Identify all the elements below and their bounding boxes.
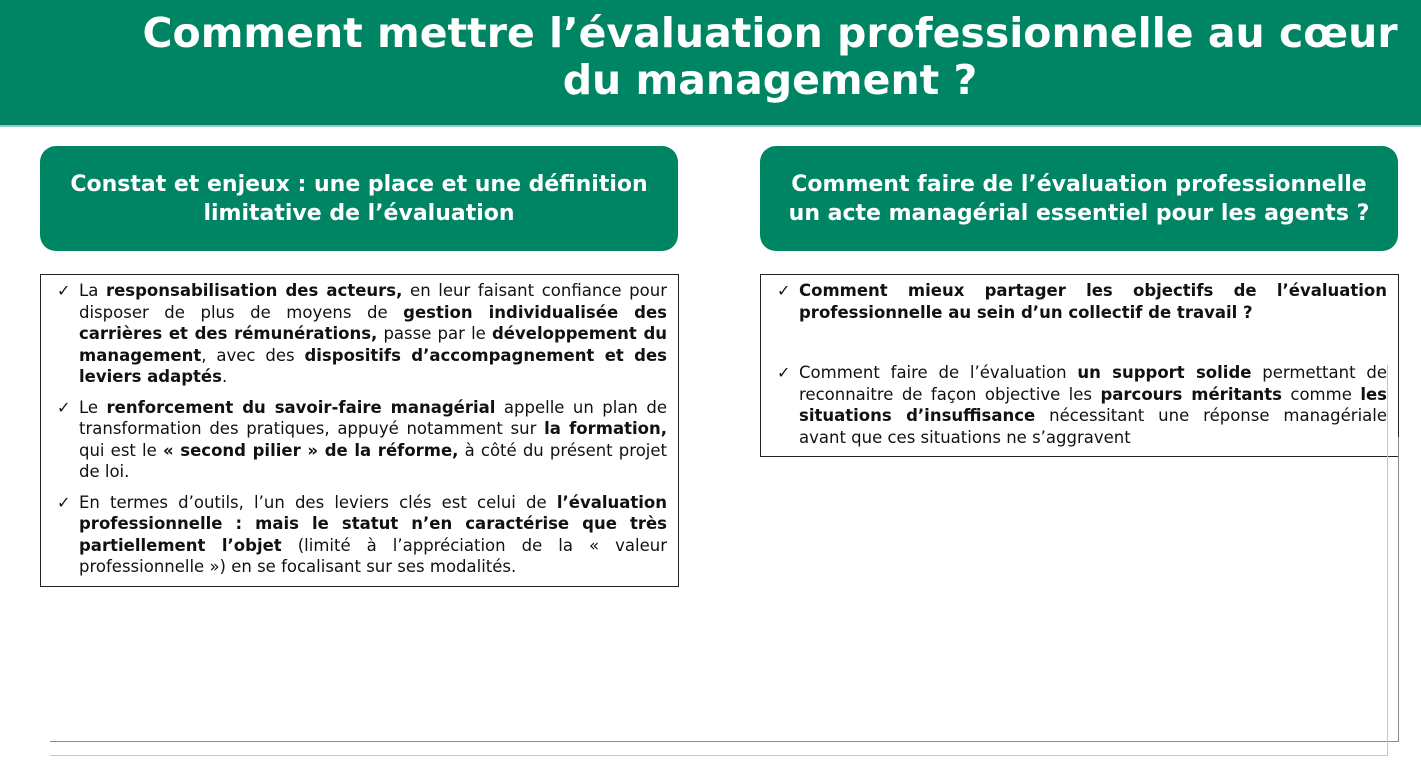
text-segment: passe par le xyxy=(377,324,492,343)
text-segment: Comment faire de l’évaluation xyxy=(799,363,1078,382)
bold-text: dispositifs d’accompagnement et des leviers adaptés xyxy=(79,345,667,386)
checkmark-icon: ✓ xyxy=(57,281,71,300)
text-segment: (limité à l’appréciation de la « valeur professionnelle ») en se focalisant sur ses modalités. xyxy=(79,535,668,576)
frame-line-pink-horizontal xyxy=(50,755,1388,756)
left-item-list xyxy=(57,280,667,578)
checkmark-icon: ✓ xyxy=(777,363,791,382)
checkmark-icon: ✓ xyxy=(777,281,791,300)
text-segment: . xyxy=(221,367,228,386)
bold-text: « second pilier » de la réforme, xyxy=(162,440,459,460)
checkmark-icon: ✓ xyxy=(57,492,71,512)
list-item xyxy=(57,492,667,578)
page-title: Comment mettre l’évaluation professionnelle au cœur du management ? xyxy=(142,9,1398,104)
list-item xyxy=(57,397,667,483)
right-column-heading: Comment faire de l’évaluation professionnelle un acte managérial essentiel pour les agents ? xyxy=(760,146,1398,251)
text-segment: appelle un plan de transformation des pratiques, appuyé notamment sur xyxy=(79,397,667,438)
checkmark-icon: ✓ xyxy=(57,397,71,417)
text-segment: , avec des xyxy=(201,345,305,365)
right-content-box xyxy=(760,274,1399,457)
list-item xyxy=(777,362,1387,448)
bold-text: Comment mieux partager les objectifs de l’évaluation professionnelle au sein d’un collectif de travail ? xyxy=(799,281,1387,322)
bold-text: développement du management xyxy=(79,324,667,365)
bold-text: la formation, xyxy=(544,419,667,438)
text-segment: comme xyxy=(1281,384,1361,404)
list-item xyxy=(57,280,667,388)
bold-text: renforcement du savoir-faire managérial xyxy=(106,397,496,417)
frame-line-gray-vertical xyxy=(1398,437,1399,742)
text-segment: en leur faisant confiance pour disposer de plus de moyens de xyxy=(79,281,667,322)
bold-text: les situations d’insuffisance xyxy=(799,384,1387,425)
text-segment: En termes d’outils, l’un des leviers clés est celui de xyxy=(79,492,557,512)
bold-text: un support solide xyxy=(1077,363,1252,382)
text-segment: qui est le xyxy=(79,440,163,460)
frame-line-gray-horizontal xyxy=(50,741,1399,742)
bold-text: gestion individualisée des carrières et des rémunérations, xyxy=(79,302,667,343)
text-segment: La xyxy=(79,281,106,300)
text-segment: Le xyxy=(79,397,107,417)
list-item xyxy=(777,280,1387,323)
bold-text: parcours méritants xyxy=(1100,384,1282,404)
right-item-list xyxy=(777,280,1387,448)
left-column-heading: Constat et enjeux : une place et une définition limitative de l’évaluation xyxy=(40,146,678,251)
text-segment: nécessitant une réponse managériale avant que ces situations ne s’aggravent xyxy=(799,406,1387,447)
left-content-box xyxy=(40,274,679,587)
header-banner xyxy=(0,0,1421,127)
text-segment: permettant de reconnaitre de façon objective les xyxy=(799,363,1387,404)
frame-line-pink-vertical xyxy=(1387,365,1388,756)
text-segment: à côté du présent projet de loi. xyxy=(79,440,667,481)
bold-text: l’évaluation professionnelle : mais le statut n’en caractérise que très partiellement l’objet xyxy=(79,492,667,555)
bold-text: responsabilisation des acteurs, xyxy=(105,281,403,300)
